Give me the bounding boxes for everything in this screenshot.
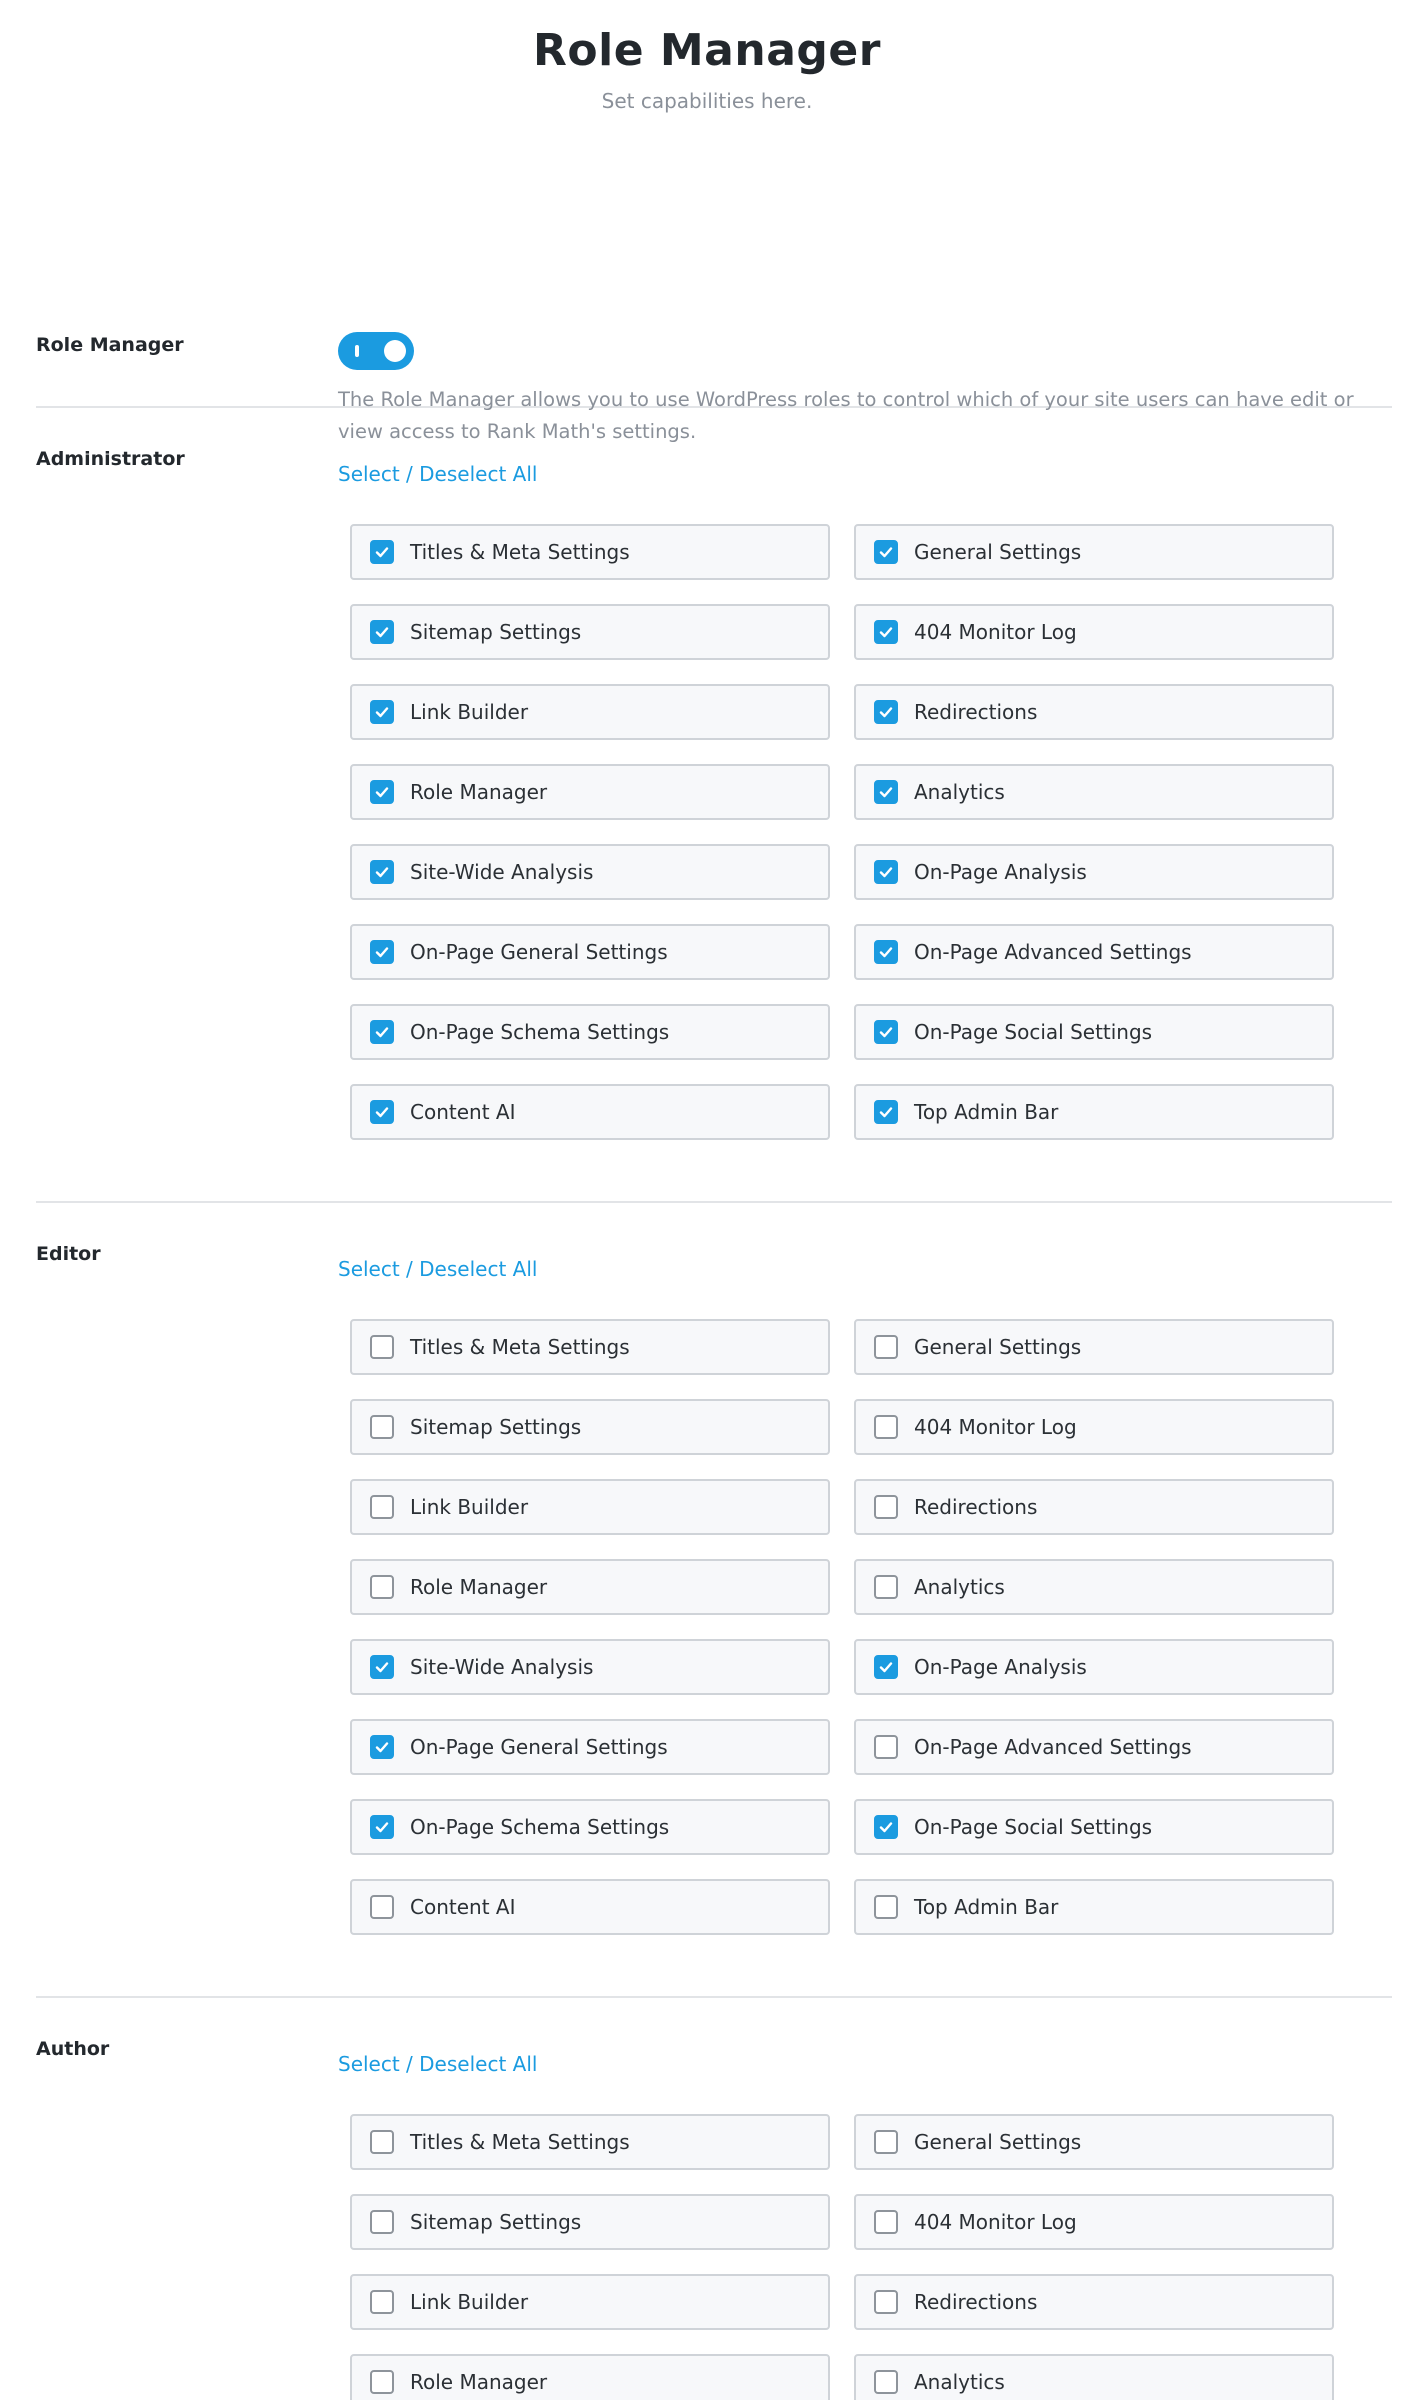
page-header <box>0 0 1414 114</box>
checkbox-unchecked[interactable] <box>874 2290 898 2314</box>
role-manager-toggle-row <box>36 252 1392 443</box>
capability-option[interactable] <box>854 764 1334 820</box>
capability-label: On-Page Analysis <box>914 1655 1087 1679</box>
capability-option[interactable] <box>350 1639 830 1695</box>
page-title: Role Manager <box>533 25 881 76</box>
capability-option[interactable] <box>854 1399 1334 1455</box>
capability-label: Sitemap Settings <box>410 2210 582 2234</box>
checkmark-icon <box>374 944 390 960</box>
capability-label: Role Manager <box>410 1575 548 1599</box>
capability-option[interactable] <box>350 1879 830 1935</box>
checkbox-unchecked[interactable] <box>874 2370 898 2394</box>
capability-label: Titles & Meta Settings <box>410 1335 630 1359</box>
checkbox-checked[interactable] <box>370 780 394 804</box>
checkmark-icon <box>878 624 894 640</box>
checkbox-checked[interactable] <box>370 860 394 884</box>
capability-option[interactable] <box>854 1559 1334 1615</box>
capability-label: General Settings <box>914 2130 1082 2154</box>
capability-option[interactable] <box>350 1719 830 1775</box>
select-deselect-all-link[interactable]: Select / Deselect All <box>338 2052 538 2076</box>
capabilities-grid <box>350 1319 1334 1935</box>
checkmark-icon <box>878 704 894 720</box>
capabilities-grid <box>350 524 1334 1140</box>
capabilities-grid <box>350 2114 1334 2400</box>
checkbox-unchecked[interactable] <box>370 2210 394 2234</box>
capability-label: Sitemap Settings <box>410 620 582 644</box>
role-name: Author <box>36 2038 110 2060</box>
capability-label: Sitemap Settings <box>410 1415 582 1439</box>
checkbox-unchecked[interactable] <box>370 2130 394 2154</box>
capability-option[interactable] <box>350 524 830 580</box>
checkbox-checked[interactable] <box>370 620 394 644</box>
checkmark-icon <box>374 1819 390 1835</box>
checkbox-checked[interactable] <box>370 1815 394 1839</box>
capability-label: Role Manager <box>410 2370 548 2394</box>
checkbox-checked[interactable] <box>370 1655 394 1679</box>
checkbox-checked[interactable] <box>874 1100 898 1124</box>
capability-label: General Settings <box>914 540 1082 564</box>
capability-option[interactable] <box>854 684 1334 740</box>
checkbox-unchecked[interactable] <box>874 2130 898 2154</box>
checkbox-unchecked[interactable] <box>370 2370 394 2394</box>
capability-option[interactable] <box>854 1479 1334 1535</box>
capability-label: Analytics <box>914 780 1005 804</box>
capability-option[interactable] <box>854 524 1334 580</box>
checkbox-unchecked[interactable] <box>874 1735 898 1759</box>
checkbox-unchecked[interactable] <box>370 1415 394 1439</box>
capability-label: 404 Monitor Log <box>914 2210 1077 2234</box>
role-manager-toggle-label: Role Manager <box>36 334 184 356</box>
capability-option[interactable] <box>854 844 1334 900</box>
capability-label: On-Page Analysis <box>914 860 1087 884</box>
role-manager-description: The Role Manager allows you to use WordPress roles to control which of your site users can have edit or view access to Rank Math's settings. <box>338 388 1354 443</box>
capability-label: Redirections <box>914 700 1038 724</box>
capability-label: General Settings <box>914 1335 1082 1359</box>
capability-option[interactable] <box>350 2354 830 2400</box>
page-subtitle: Set capabilities here. <box>601 89 813 113</box>
capability-option[interactable] <box>350 684 830 740</box>
select-deselect-all-link[interactable]: Select / Deselect All <box>338 1257 538 1281</box>
capability-option[interactable] <box>854 1319 1334 1375</box>
checkbox-checked[interactable] <box>370 940 394 964</box>
checkmark-icon <box>374 1659 390 1675</box>
checkbox-checked[interactable] <box>874 540 898 564</box>
capability-option[interactable] <box>854 1719 1334 1775</box>
checkbox-checked[interactable] <box>874 1655 898 1679</box>
capability-option[interactable] <box>350 1799 830 1855</box>
capability-option[interactable] <box>350 764 830 820</box>
checkmark-icon <box>878 864 894 880</box>
capability-label: Redirections <box>914 1495 1038 1519</box>
checkmark-icon <box>878 784 894 800</box>
checkbox-unchecked[interactable] <box>370 1495 394 1519</box>
role-manager-toggle-switch[interactable] <box>338 332 414 370</box>
checkbox-checked[interactable] <box>874 1020 898 1044</box>
checkmark-icon <box>374 1739 390 1755</box>
checkbox-checked[interactable] <box>874 1815 898 1839</box>
checkmark-icon <box>374 784 390 800</box>
capability-option[interactable] <box>350 2194 830 2250</box>
capability-label: On-Page Social Settings <box>914 1815 1153 1839</box>
capability-option[interactable] <box>854 1879 1334 1935</box>
capability-label: Analytics <box>914 1575 1005 1599</box>
checkmark-icon <box>878 1104 894 1120</box>
toggle-on-indicator <box>355 345 359 357</box>
checkbox-unchecked[interactable] <box>370 1575 394 1599</box>
capability-option[interactable] <box>854 2114 1334 2170</box>
role-name: Administrator <box>36 448 185 470</box>
capability-option[interactable] <box>350 1084 830 1140</box>
checkmark-icon <box>878 544 894 560</box>
capability-label: On-Page General Settings <box>410 940 668 964</box>
capability-option[interactable] <box>350 1399 830 1455</box>
capability-label: Site-Wide Analysis <box>410 860 594 884</box>
capability-option[interactable] <box>854 1004 1334 1060</box>
capability-option[interactable] <box>854 2354 1334 2400</box>
capability-label: On-Page General Settings <box>410 1735 668 1759</box>
capability-label: On-Page Social Settings <box>914 1020 1153 1044</box>
capability-option[interactable] <box>350 844 830 900</box>
checkmark-icon <box>878 1819 894 1835</box>
checkbox-unchecked[interactable] <box>874 1575 898 1599</box>
capability-option[interactable] <box>350 2114 830 2170</box>
checkbox-checked[interactable] <box>874 700 898 724</box>
role-section-editor <box>36 1203 1392 1998</box>
checkmark-icon <box>374 544 390 560</box>
checkbox-checked[interactable] <box>370 700 394 724</box>
capability-label: On-Page Advanced Settings <box>914 1735 1192 1759</box>
capability-option[interactable] <box>350 2274 830 2330</box>
capability-label: On-Page Advanced Settings <box>914 940 1192 964</box>
checkbox-checked[interactable] <box>370 1735 394 1759</box>
capability-label: Redirections <box>914 2290 1038 2314</box>
capability-label: Analytics <box>914 2370 1005 2394</box>
capability-label: Role Manager <box>410 780 548 804</box>
roles-container <box>0 408 1414 2400</box>
capability-option[interactable] <box>350 1004 830 1060</box>
capability-option[interactable] <box>854 1639 1334 1695</box>
checkbox-unchecked[interactable] <box>370 1335 394 1359</box>
role-section-administrator <box>36 408 1392 1203</box>
capability-option[interactable] <box>350 1479 830 1535</box>
checkbox-unchecked[interactable] <box>874 1495 898 1519</box>
capability-label: 404 Monitor Log <box>914 1415 1077 1439</box>
checkbox-unchecked[interactable] <box>874 1335 898 1359</box>
capability-option[interactable] <box>854 604 1334 660</box>
capability-label: Titles & Meta Settings <box>410 540 630 564</box>
capability-option[interactable] <box>854 1799 1334 1855</box>
capability-label: Link Builder <box>410 1495 529 1519</box>
capability-option[interactable] <box>350 1559 830 1615</box>
toggle-knob <box>384 340 406 362</box>
capability-option[interactable] <box>350 604 830 660</box>
checkmark-icon <box>374 624 390 640</box>
checkbox-checked[interactable] <box>370 1100 394 1124</box>
capability-label: On-Page Schema Settings <box>410 1815 670 1839</box>
capability-label: On-Page Schema Settings <box>410 1020 670 1044</box>
role-name: Editor <box>36 1243 101 1265</box>
capability-option[interactable] <box>350 1319 830 1375</box>
checkbox-unchecked[interactable] <box>874 1415 898 1439</box>
checkmark-icon <box>374 1104 390 1120</box>
select-deselect-all-link[interactable]: Select / Deselect All <box>338 462 538 486</box>
capability-option[interactable] <box>854 924 1334 980</box>
capability-label: Content AI <box>410 1100 516 1124</box>
checkmark-icon <box>878 1659 894 1675</box>
checkbox-checked[interactable] <box>874 780 898 804</box>
capability-label: Link Builder <box>410 700 529 724</box>
checkbox-checked[interactable] <box>370 1020 394 1044</box>
capability-option[interactable] <box>854 1084 1334 1140</box>
checkbox-checked[interactable] <box>874 940 898 964</box>
role-section-author <box>36 1998 1392 2400</box>
checkbox-checked[interactable] <box>874 860 898 884</box>
checkbox-checked[interactable] <box>370 540 394 564</box>
checkmark-icon <box>374 864 390 880</box>
capability-option[interactable] <box>350 924 830 980</box>
capability-label: Titles & Meta Settings <box>410 2130 630 2154</box>
checkbox-unchecked[interactable] <box>874 2210 898 2234</box>
checkbox-checked[interactable] <box>874 620 898 644</box>
capability-label: Top Admin Bar <box>914 1100 1059 1124</box>
capability-label: Content AI <box>410 1895 516 1919</box>
checkbox-unchecked[interactable] <box>370 1895 394 1919</box>
capability-label: Site-Wide Analysis <box>410 1655 594 1679</box>
checkbox-unchecked[interactable] <box>370 2290 394 2314</box>
checkmark-icon <box>374 1024 390 1040</box>
capability-label: Top Admin Bar <box>914 1895 1059 1919</box>
capability-label: Link Builder <box>410 2290 529 2314</box>
capability-option[interactable] <box>854 2194 1334 2250</box>
checkmark-icon <box>374 704 390 720</box>
checkmark-icon <box>878 1024 894 1040</box>
checkbox-unchecked[interactable] <box>874 1895 898 1919</box>
capability-label: 404 Monitor Log <box>914 620 1077 644</box>
checkmark-icon <box>878 944 894 960</box>
capability-option[interactable] <box>854 2274 1334 2330</box>
